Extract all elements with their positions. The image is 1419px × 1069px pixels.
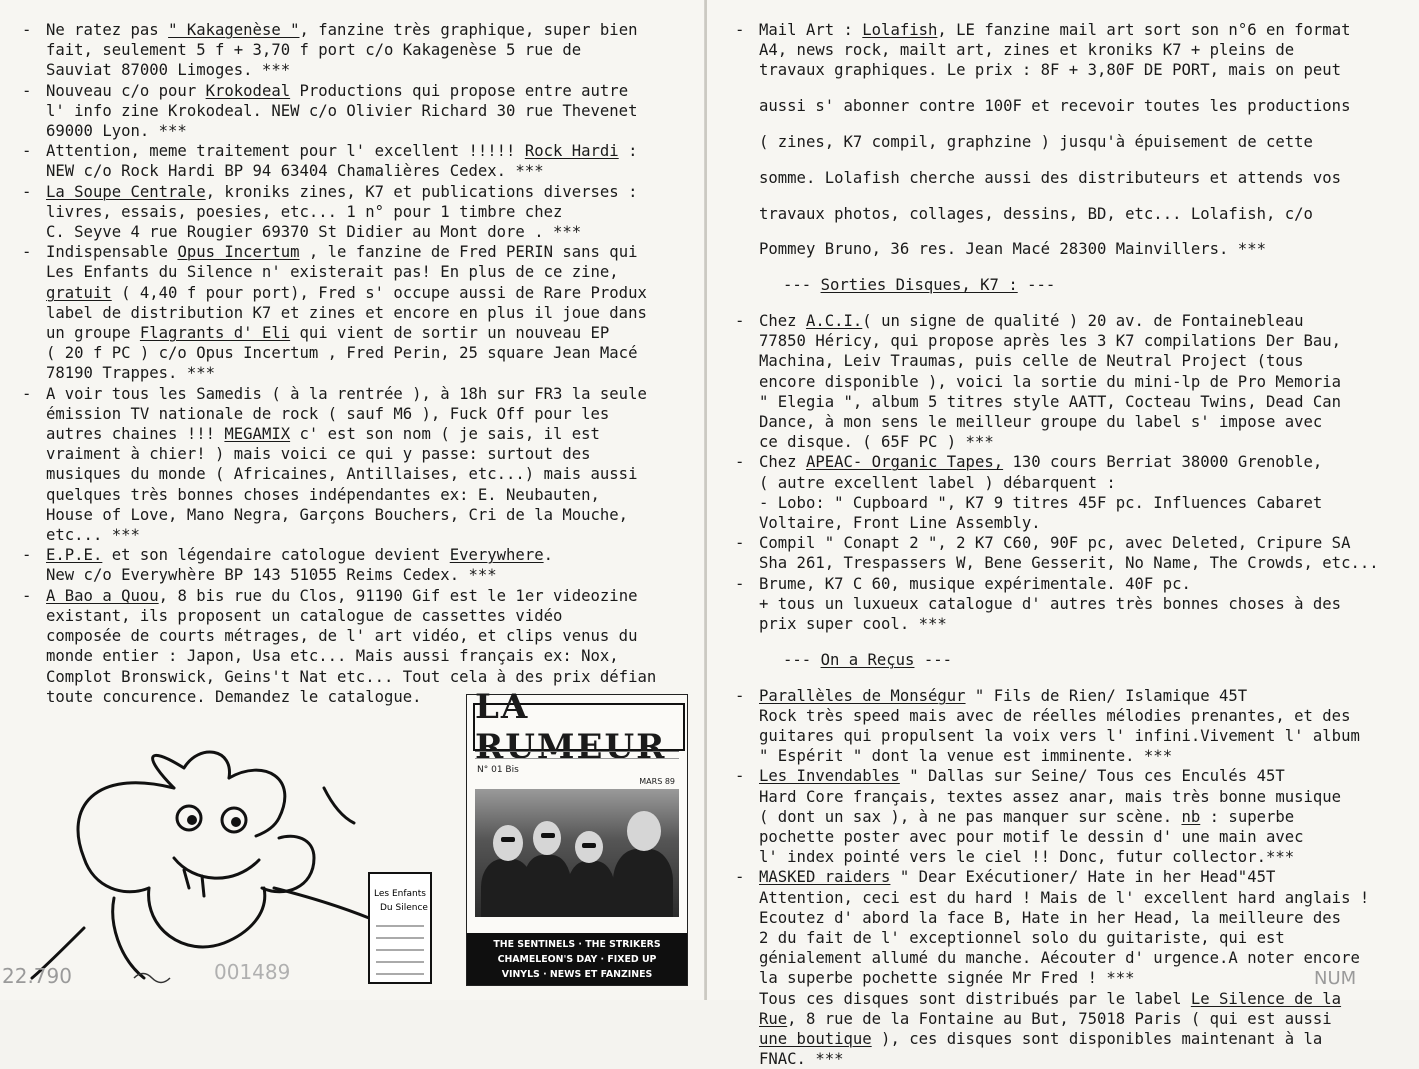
text-segment: Complot Bronswick, Geins't Nat etc... Tout cela à des prix défian xyxy=(46,667,657,686)
text-segment: composée de courts métrages, de l' art vidéo, et clips venus du xyxy=(46,627,638,646)
text-segment: label de distribution K7 et zines et encore en plus il joue dans xyxy=(46,303,647,322)
text-segment: Chez xyxy=(759,311,806,330)
cover-masthead: LA RUMEUR xyxy=(473,703,685,751)
text-line xyxy=(759,452,1407,472)
text-segment: A4, news rock, mailt art, zines et kroniks K7 + pleins de xyxy=(759,41,1295,60)
text-segment: travaux photos, collages, dessins, BD, etc... Lolafish, c/o xyxy=(759,204,1313,223)
bullet-dash: - xyxy=(735,868,745,887)
text-line xyxy=(46,626,704,646)
text-line xyxy=(759,1029,1407,1049)
text-segment: : xyxy=(618,142,638,161)
text-line xyxy=(783,275,1407,295)
text-segment: livres, essais, poesies, etc... 1 n° pour 1 timbre chez xyxy=(46,202,563,221)
underlined-name: Parallèles de Monségur xyxy=(759,686,966,705)
text-segment: House of Love, Mano Negra, Garçons Bouchers, Cri de la Mouche, xyxy=(46,505,629,524)
underlined-name: Les Invendables xyxy=(759,767,900,786)
text-line xyxy=(46,404,704,424)
text-segment: un groupe xyxy=(46,324,140,343)
text-line xyxy=(759,372,1407,392)
underlined-name: nb xyxy=(1181,807,1201,826)
cover-banner-line: VINYLS · NEWS ET FANZINES xyxy=(501,969,653,980)
text-line xyxy=(759,392,1407,412)
text-segment: --- xyxy=(914,650,953,669)
text-segment: la superbe pochette signée Mr Fred ! *** xyxy=(759,969,1135,988)
bullet-dash: - xyxy=(22,81,32,100)
underlined-name: A Bao a Quou xyxy=(46,586,159,605)
text-line xyxy=(759,168,1407,188)
underlined-name: Lolafish xyxy=(862,21,938,39)
text-segment: prix super cool. *** xyxy=(759,615,947,634)
underlined-name: gratuit xyxy=(46,283,112,302)
text-segment: NEW c/o Rock Hardi BP 94 63404 Chamalières Cedex. *** xyxy=(46,162,544,181)
bullet-dash: - xyxy=(735,453,745,472)
news-entry xyxy=(735,311,1407,452)
text-line xyxy=(46,20,704,40)
text-segment: --- xyxy=(783,650,821,669)
text-line xyxy=(759,331,1407,351)
text-line xyxy=(759,96,1407,116)
text-segment: , le fanzine de Fred PERIN sans qui xyxy=(299,243,638,262)
text-segment: , kroniks zines, K7 et publications diverses : xyxy=(205,182,638,201)
text-line xyxy=(46,485,704,505)
text-line xyxy=(759,746,1407,766)
news-entry xyxy=(735,766,1407,867)
text-line xyxy=(759,432,1407,452)
text-segment: existant, ils proposent un catalogue de cassettes vidéo xyxy=(46,606,563,625)
text-line xyxy=(46,646,704,666)
bullet-dash: - xyxy=(735,21,745,39)
text-segment: Compil " Conapt 2 ", 2 K7 C60, 90F pc, avec Deleted, Cripure SA xyxy=(759,534,1351,553)
text-segment: Sauviat 87000 Limoges. *** xyxy=(46,61,291,80)
underlined-name: Sorties Disques, K7 : xyxy=(820,276,1018,295)
cover-date: MARS 89 xyxy=(639,777,675,786)
cartoon-mascot-drawing xyxy=(24,748,464,988)
text-segment: quelques très bonnes choses indépendantes ex: E. Neubauten, xyxy=(46,485,600,504)
text-line xyxy=(46,202,704,222)
text-line xyxy=(46,384,704,404)
text-segment: Mail Art : xyxy=(759,21,863,39)
text-line xyxy=(759,473,1407,493)
text-line xyxy=(46,242,704,262)
text-segment: émission TV nationale de rock ( sauf M6 ), Fuck Off pour les xyxy=(46,404,610,423)
bullet-dash: - xyxy=(735,574,745,593)
text-segment: 78190 Trappes. *** xyxy=(46,364,215,383)
underlined-name: La Soupe Centrale xyxy=(46,182,206,201)
text-line xyxy=(46,182,704,202)
underlined-name: Krokodeal xyxy=(205,81,291,100)
cover-banner-line: CHAMELEON'S DAY · FIXED UP xyxy=(497,954,657,965)
text-segment: FNAC. *** xyxy=(759,1050,844,1069)
news-entry xyxy=(735,452,1407,533)
text-line xyxy=(759,533,1407,553)
text-segment: " Dallas sur Seine/ Tous ces Enculés 45T xyxy=(899,767,1285,786)
text-segment: ( 4,40 f pour port), Fred s' occupe aussi de Rare Produx xyxy=(111,283,647,302)
text-line xyxy=(759,827,1407,847)
text-segment: ce disque. ( 65F PC ) *** xyxy=(759,433,994,452)
bullet-dash: - xyxy=(22,243,32,262)
bullet-dash: - xyxy=(22,546,32,565)
text-line xyxy=(46,222,704,242)
text-line xyxy=(759,908,1407,928)
text-line xyxy=(46,161,704,181)
news-entry xyxy=(735,574,1407,635)
text-segment: Brume, K7 C 60, musique expérimentale. 40F pc. xyxy=(759,574,1191,593)
bullet-dash: - xyxy=(22,384,32,403)
text-line xyxy=(759,847,1407,867)
text-line xyxy=(759,574,1407,594)
text-segment: ( un signe de qualité ) 20 av. de Fontainebleau xyxy=(862,311,1304,330)
sign-text-line: Les Enfants xyxy=(374,889,426,899)
text-line xyxy=(46,444,704,464)
text-segment: 69000 Lyon. *** xyxy=(46,122,187,141)
drawing-sign xyxy=(369,873,431,983)
text-segment: somme. Lolafish cherche aussi des distributeurs et attends vos xyxy=(759,168,1342,187)
text-line xyxy=(46,505,704,525)
text-line xyxy=(46,464,704,484)
text-line xyxy=(46,81,704,101)
text-segment: Nouveau c/o pour xyxy=(46,81,206,100)
text-segment: 77850 Héricy, qui propose après les 3 K7 compilations Der Bau, xyxy=(759,332,1342,351)
text-line xyxy=(759,513,1407,533)
text-segment: Machina, Leiv Traumas, puis celle de Neutral Project (tous xyxy=(759,352,1304,371)
text-segment: Indispensable xyxy=(46,243,178,262)
text-line xyxy=(46,323,704,343)
cover-band-photo xyxy=(475,789,679,917)
text-line xyxy=(759,412,1407,432)
text-line xyxy=(46,606,704,626)
text-segment: fait, seulement 5 f + 3,70 f port c/o Kakagenèse 5 rue de xyxy=(46,41,582,60)
news-entry xyxy=(22,81,704,142)
text-segment: toute concurence. Demandez le catalogue. xyxy=(46,687,422,706)
left-column-news xyxy=(22,20,704,707)
text-segment: Rock très speed mais avec de réelles mélodies prenantes, et des xyxy=(759,706,1351,725)
underlined-name: une boutique xyxy=(759,1030,872,1049)
right-column-news xyxy=(735,20,1407,1069)
text-line xyxy=(759,968,1407,988)
cover-subline xyxy=(475,751,679,759)
text-segment: Voltaire, Front Line Assembly. xyxy=(759,514,1041,533)
underlined-name: MEGAMIX xyxy=(224,425,291,444)
text-line xyxy=(46,121,704,141)
underlined-name: Rue xyxy=(759,1009,788,1028)
news-entry xyxy=(735,533,1407,573)
text-line xyxy=(759,20,1407,40)
text-line xyxy=(46,40,704,60)
section-heading xyxy=(735,650,1407,670)
text-line xyxy=(759,787,1407,807)
text-line xyxy=(759,60,1407,80)
text-line xyxy=(759,928,1407,948)
underlined-name: Le Silence de la xyxy=(1190,989,1342,1008)
underlined-name: On a Reçus xyxy=(820,650,915,669)
text-line xyxy=(46,586,704,606)
text-segment: etc... *** xyxy=(46,526,140,545)
margin-note-bottom-left: 22.790 xyxy=(2,964,72,988)
text-segment: : superbe xyxy=(1200,807,1295,826)
la-rumeur-cover-image xyxy=(466,687,688,986)
news-entry xyxy=(735,20,1407,81)
news-entry xyxy=(22,384,704,546)
text-segment: ( zines, K7 compil, graphzine ) jusqu'à épuisement de cette xyxy=(759,133,1313,151)
text-line xyxy=(46,545,704,565)
underlined-name: Opus Incertum xyxy=(177,243,300,262)
text-segment: " Dear Exécutioner/ Hate in her Head"45T xyxy=(890,868,1276,887)
text-segment: Attention, ceci est du hard ! Mais de l' excellent hard anglais ! xyxy=(759,888,1370,907)
cover-banner xyxy=(467,933,687,985)
text-segment: --- xyxy=(783,276,821,295)
underlined-name: A.C.I. xyxy=(805,311,863,330)
text-segment: aussi s' abonner contre 100F et recevoir toutes les productions xyxy=(759,97,1351,116)
text-segment: A voir tous les Samedis ( à la rentrée ), à 18h sur FR3 la seule xyxy=(46,384,647,403)
news-entry xyxy=(22,545,704,585)
bullet-dash: - xyxy=(735,767,745,786)
text-segment: Dance, à mon sens le meilleur groupe du label s' impose avec xyxy=(759,413,1323,431)
text-segment: c' est son nom ( je sais, il est xyxy=(290,425,600,444)
bullet-dash: - xyxy=(22,586,32,605)
text-line xyxy=(46,424,704,444)
news-continuation xyxy=(735,96,1407,259)
text-segment: travaux graphiques. Le prix : 8F + 3,80F DE PORT, mais on peut xyxy=(759,61,1342,80)
text-segment: qui vient de sortir un nouveau EP xyxy=(290,324,610,343)
text-line xyxy=(759,867,1407,887)
text-line xyxy=(759,553,1407,573)
text-segment: --- xyxy=(1017,276,1056,295)
text-line xyxy=(46,283,704,303)
bullet-dash: - xyxy=(22,21,32,39)
text-segment: monde entier : Japon, Usa etc... Mais aussi français ex: Nox, xyxy=(46,647,619,666)
underlined-name: MASKED raiders xyxy=(759,868,891,887)
text-line xyxy=(759,351,1407,371)
bullet-dash: - xyxy=(735,534,745,553)
sign-text-line: Du Silence xyxy=(380,903,428,913)
text-line xyxy=(46,667,704,687)
text-segment: pochette poster avec pour motif le dessin d' une main avec xyxy=(759,828,1304,847)
bullet-dash: - xyxy=(22,182,32,201)
text-line xyxy=(46,343,704,363)
news-entry xyxy=(735,686,1407,767)
text-line xyxy=(783,650,1407,670)
text-segment: " Elegia ", album 5 titres style AATT, Cocteau Twins, Dead Can xyxy=(759,392,1342,411)
text-segment: musiques du monde ( Africaines, Antillaises, etc...) mais aussi xyxy=(46,465,638,484)
archive-stamp-number: 001489 xyxy=(214,960,291,984)
text-line xyxy=(46,262,704,282)
text-line xyxy=(759,614,1407,634)
text-line xyxy=(759,1049,1407,1069)
text-line xyxy=(759,726,1407,746)
bullet-dash: - xyxy=(735,311,745,330)
text-segment: guitares qui propulsent la voix vers l' infini.Vivement l' album xyxy=(759,727,1360,746)
text-line xyxy=(46,141,704,161)
text-segment: et son légendaire catologue devient xyxy=(102,546,450,565)
text-line xyxy=(759,989,1407,1009)
text-segment: " Espérit " dont la venue est imminente. *** xyxy=(759,747,1173,766)
text-segment: génialement allumé du manche. Aécouter d' urgence.A noter encore xyxy=(759,949,1360,968)
text-line xyxy=(46,60,704,80)
text-line xyxy=(759,766,1407,786)
text-segment: ( dont un sax ), à ne pas manquer sur scène. xyxy=(759,807,1182,826)
cover-issue: N° 01 Bis xyxy=(477,765,519,775)
text-line xyxy=(46,101,704,121)
underlined-name: E.P.E. xyxy=(46,546,103,565)
text-line xyxy=(759,40,1407,60)
text-segment: ), ces disques sont disponibles maintenant à la xyxy=(871,1030,1323,1049)
text-line xyxy=(759,1009,1407,1029)
text-line xyxy=(759,888,1407,908)
text-line xyxy=(759,948,1407,968)
text-line xyxy=(759,493,1407,513)
text-segment: Hard Core français, textes assez anar, mais très bonne musique xyxy=(759,787,1342,806)
text-line xyxy=(46,363,704,383)
text-segment: New c/o Everywhère BP 143 51055 Reims Cedex. *** xyxy=(46,566,497,585)
section-heading xyxy=(735,275,1407,295)
text-segment: Ne ratez pas xyxy=(46,21,169,39)
text-line xyxy=(759,807,1407,827)
text-line xyxy=(46,525,704,545)
underlined-name: " Kakagenèse " xyxy=(168,21,300,39)
text-line xyxy=(759,311,1407,331)
text-segment: Pommey Bruno, 36 res. Jean Macé 28300 Mainvillers. *** xyxy=(759,240,1266,259)
text-line xyxy=(759,706,1407,726)
text-segment: encore disponible ), voici la sortie du mini-lp de Pro Memoria xyxy=(759,372,1342,391)
text-segment: vraiment à chier! ) mais voici ce qui y passe: surtout des xyxy=(46,445,591,464)
news-entry xyxy=(22,182,704,243)
text-line xyxy=(759,686,1407,706)
underlined-name: Everywhere xyxy=(449,546,544,565)
text-segment: Tous ces disques sont distribués par le label xyxy=(759,989,1191,1008)
text-segment: Sha 261, Trespassers W, Bene Gesserit, No Name, The Crowds, etc... xyxy=(759,554,1379,573)
text-line xyxy=(759,132,1407,152)
text-line xyxy=(759,594,1407,614)
text-segment: l' index pointé vers le ciel !! Donc, futur collector.*** xyxy=(759,848,1295,867)
text-segment: C. Seyve 4 rue Rougier 69370 St Didier au Mont dore . *** xyxy=(46,223,582,242)
text-segment: 130 cours Berriat 38000 Grenoble, xyxy=(1003,453,1323,472)
text-segment: autres chaines !!! xyxy=(46,425,225,444)
text-line xyxy=(46,303,704,323)
underlined-name: Flagrants d' Eli xyxy=(139,324,291,343)
news-entry xyxy=(22,141,704,181)
text-line xyxy=(759,239,1407,259)
text-segment: l' info zine Krokodeal. NEW c/o Olivier Richard 30 rue Thevenet xyxy=(46,101,638,120)
text-segment: , LE fanzine mail art sort son n°6 en format xyxy=(937,21,1351,39)
cover-banner-line: THE SENTINELS · THE STRIKERS xyxy=(493,939,661,950)
text-segment: , 8 rue de la Fontaine au But, 75018 Paris ( qui est aussi xyxy=(787,1009,1332,1028)
text-segment: - Lobo: " Cupboard ", K7 9 titres 45F pc. Influences Cabaret xyxy=(759,493,1323,512)
text-segment: . xyxy=(543,546,553,565)
text-line xyxy=(46,565,704,585)
bullet-dash: - xyxy=(22,142,32,161)
news-entry xyxy=(735,867,1407,1069)
text-segment: , 8 bis rue du Clos, 91190 Gif est le 1er videozine xyxy=(158,586,638,605)
text-segment: " Fils de Rien/ Islamique 45T xyxy=(965,686,1248,705)
text-line xyxy=(759,204,1407,224)
text-segment: + tous un luxueux catalogue d' autres très bonnes choses à des xyxy=(759,594,1342,613)
text-segment: 2 du fait de l' exceptionnel solo du guitariste, qui est xyxy=(759,929,1285,948)
underlined-name: Rock Hardi xyxy=(524,142,619,161)
text-segment: Attention, meme traitement pour l' excellent !!!!! xyxy=(46,142,525,161)
text-segment: Les Enfants du Silence n' existerait pas! En plus de ce zine, xyxy=(46,263,619,282)
text-segment: ( 20 f PC ) c/o Opus Incertum , Fred Perin, 25 square Jean Macé xyxy=(46,344,638,363)
text-segment: Chez xyxy=(759,453,806,472)
underlined-name: APEAC- Organic Tapes, xyxy=(805,453,1004,472)
news-entry xyxy=(22,20,704,81)
text-segment: Productions qui propose entre autre xyxy=(290,81,629,100)
margin-note-bottom-right: NUM xyxy=(1314,968,1357,989)
news-entry xyxy=(22,242,704,383)
text-segment: ( autre excellent label ) débarquent : xyxy=(759,473,1116,492)
text-segment: Ecoutez d' abord la face B, Hate in her Head, la meilleure des xyxy=(759,908,1342,927)
bullet-dash: - xyxy=(735,686,745,705)
text-segment: , fanzine très graphique, super bien xyxy=(299,21,638,39)
